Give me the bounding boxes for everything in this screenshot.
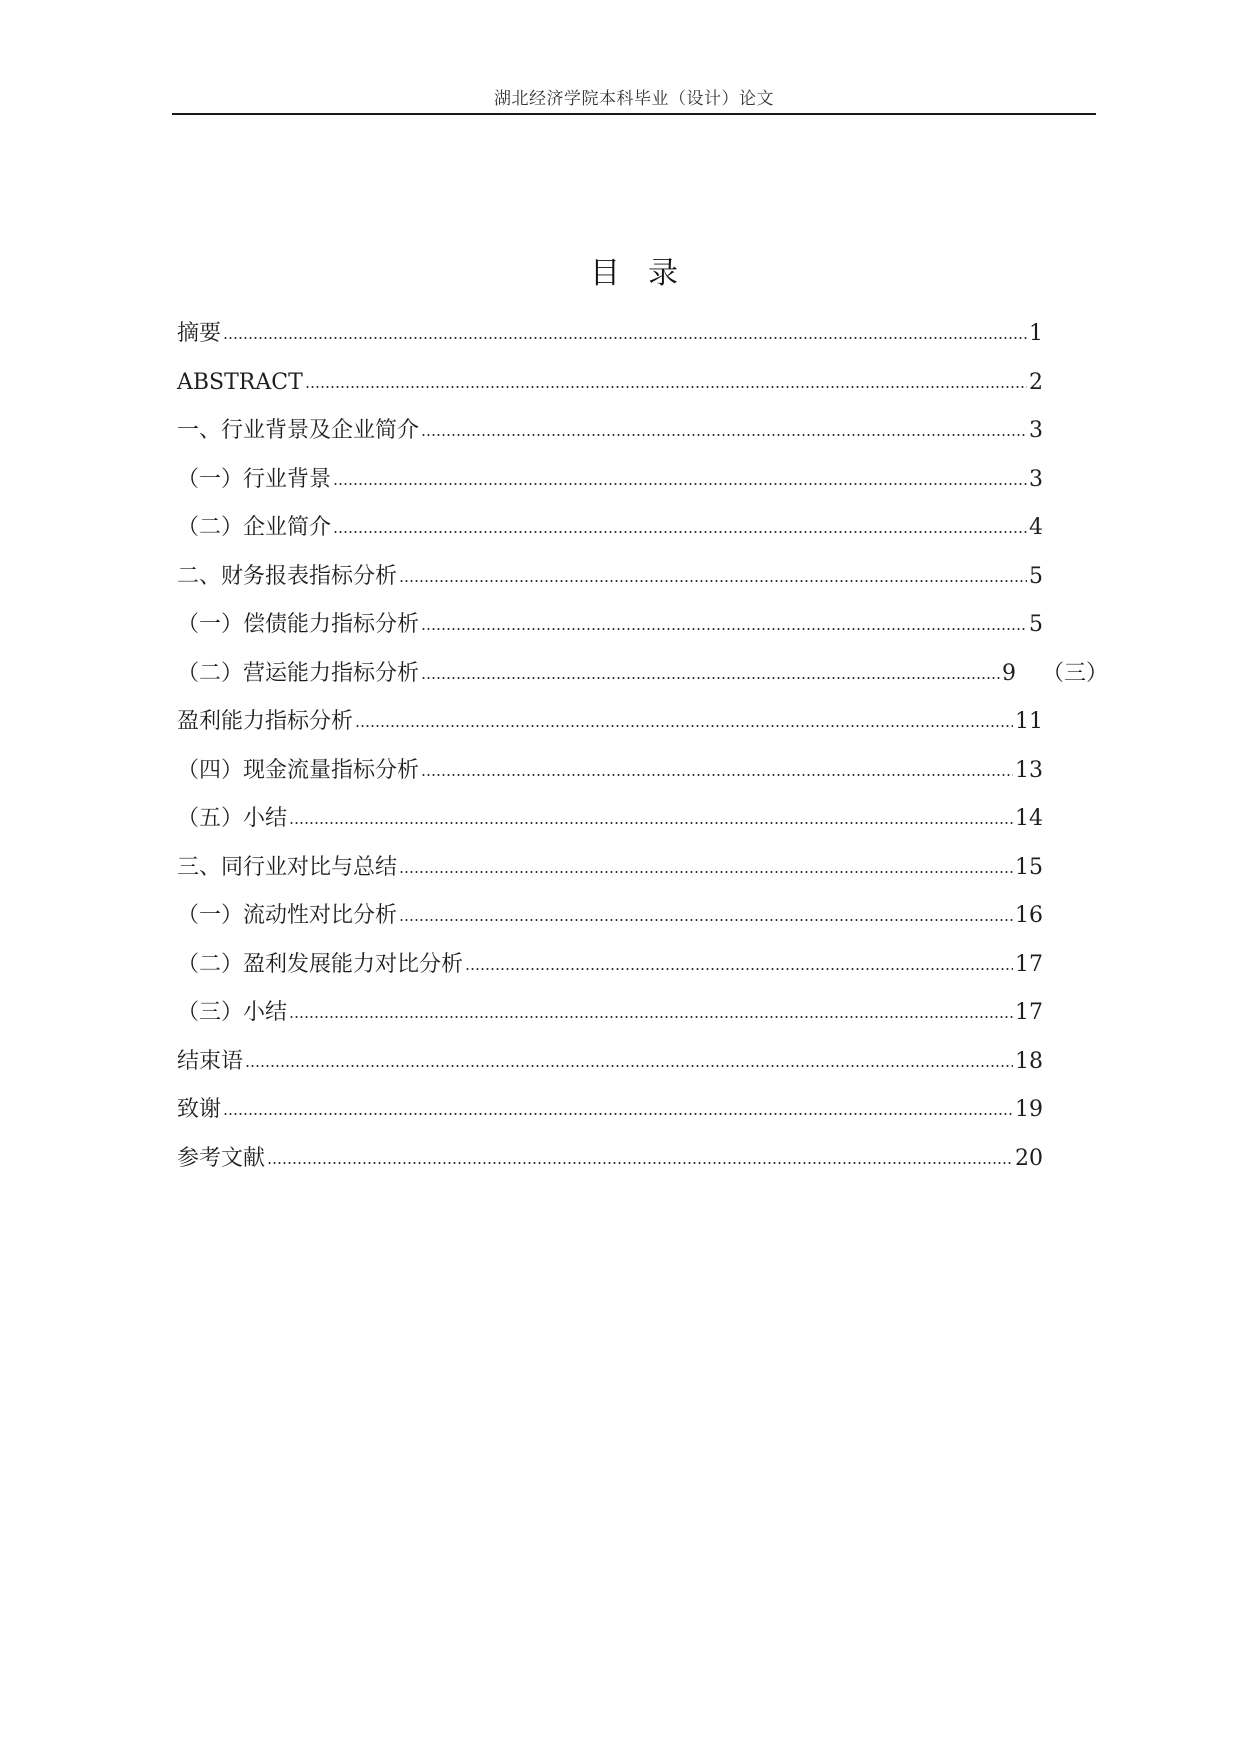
toc-entry-abstract-cn[interactable] <box>177 310 1043 359</box>
toc-entry-text: 一、行业背景及企业简介 <box>177 418 420 443</box>
toc-entry-text: 二、财务报表指标分析 <box>177 563 398 589</box>
toc-page-number: 17 <box>1015 1000 1043 1025</box>
toc-page-number: 18 <box>1015 1048 1043 1074</box>
toc-dot-leader <box>465 968 1013 970</box>
toc-entry-section-2-1[interactable] <box>177 601 1043 650</box>
toc-entry-text: （二）盈利发展能力对比分析 <box>177 951 464 977</box>
toc-entry-text: （三）小结 <box>177 1000 288 1025</box>
toc-dot-leader <box>399 919 1013 921</box>
toc-entry-section-2-3[interactable] <box>177 698 1043 747</box>
toc-entry-section-3-3[interactable] <box>177 989 1043 1038</box>
toc-entry-text: 参考文献 <box>177 1145 266 1171</box>
toc-wrapped-prefix: （三） <box>1042 660 1109 686</box>
toc-page-number: 13 <box>1015 757 1043 783</box>
toc-entry-conclusion[interactable] <box>177 1038 1043 1087</box>
toc-entry-section-2-4[interactable] <box>177 747 1043 796</box>
toc-dot-leader <box>333 483 1027 485</box>
toc-dot-leader <box>421 774 1013 776</box>
toc-entry-text: （一）偿债能力指标分析 <box>177 612 420 637</box>
toc-entry-text: 三、同行业对比与总结 <box>177 854 398 880</box>
toc-entry-text: （一）行业背景 <box>177 466 332 492</box>
toc-page-number: 14 <box>1015 806 1043 831</box>
toc-page-number: 19 <box>1015 1097 1043 1122</box>
toc-list <box>177 310 1109 1183</box>
toc-entry-text: 盈利能力指标分析 <box>177 709 354 734</box>
toc-page-number: 17 <box>1015 951 1043 977</box>
toc-dot-leader <box>333 531 1027 533</box>
toc-page-number: 15 <box>1015 854 1043 880</box>
toc-page-number: 3 <box>1029 466 1043 492</box>
toc-entry-acknowledgements[interactable] <box>177 1086 1043 1135</box>
toc-entry-text: （四）现金流量指标分析 <box>177 757 420 783</box>
toc-entry-chapter-2[interactable] <box>177 553 1043 602</box>
toc-page-number: 16 <box>1015 903 1043 928</box>
toc-page-number: 5 <box>1029 563 1043 589</box>
toc-dot-leader <box>421 434 1027 436</box>
toc-page-number: 1 <box>1029 321 1043 346</box>
toc-dot-leader <box>267 1162 1013 1164</box>
toc-page-number: 5 <box>1029 612 1043 637</box>
toc-entry-section-1-2[interactable] <box>177 504 1043 553</box>
toc-page-number: 20 <box>1015 1145 1043 1171</box>
toc-entry-text: （二）企业简介 <box>177 515 332 540</box>
toc-entry-section-3-2[interactable] <box>177 941 1043 990</box>
toc-entry-text: 摘要 <box>177 321 222 346</box>
toc-page-number: 3 <box>1029 418 1043 443</box>
toc-entry-section-1-1[interactable] <box>177 456 1043 505</box>
toc-page-number: 11 <box>1015 709 1043 734</box>
header-rule <box>172 113 1096 115</box>
toc-entry-section-3-1[interactable] <box>177 892 1043 941</box>
toc-entry-text: ABSTRACT <box>177 369 303 395</box>
toc-entry-abstract-en[interactable] <box>177 359 1043 408</box>
toc-dot-leader <box>289 1016 1013 1018</box>
toc-entry-references[interactable] <box>177 1135 1043 1184</box>
toc-entry-chapter-1[interactable] <box>177 407 1043 456</box>
toc-entry-section-2-2[interactable] <box>177 650 1109 699</box>
toc-dot-leader <box>223 337 1027 339</box>
page-header: 湖北经济学院本科毕业（设计）论文 <box>494 89 774 109</box>
toc-dot-leader <box>355 725 1013 727</box>
toc-dot-leader <box>421 628 1027 630</box>
toc-entry-text: （一）流动性对比分析 <box>177 903 398 928</box>
toc-dot-leader <box>305 386 1027 388</box>
toc-entry-section-2-5[interactable] <box>177 795 1043 844</box>
toc-page-number: 4 <box>1029 515 1043 540</box>
toc-entry-chapter-3[interactable] <box>177 844 1043 893</box>
toc-dot-leader <box>399 871 1013 873</box>
toc-dot-leader <box>223 1113 1013 1115</box>
toc-entry-text: （五）小结 <box>177 806 288 831</box>
toc-dot-leader <box>245 1065 1013 1067</box>
toc-title: 目录 <box>590 256 706 291</box>
toc-page-number: 2 <box>1029 369 1043 395</box>
toc-page-number: 9 <box>1002 660 1016 686</box>
toc-entry-text: 致谢 <box>177 1097 222 1122</box>
toc-entry-text: （二）营运能力指标分析 <box>177 660 420 686</box>
toc-dot-leader <box>399 580 1027 582</box>
toc-entry-text: 结束语 <box>177 1048 244 1074</box>
toc-dot-leader <box>289 822 1013 824</box>
toc-dot-leader <box>421 677 1000 679</box>
